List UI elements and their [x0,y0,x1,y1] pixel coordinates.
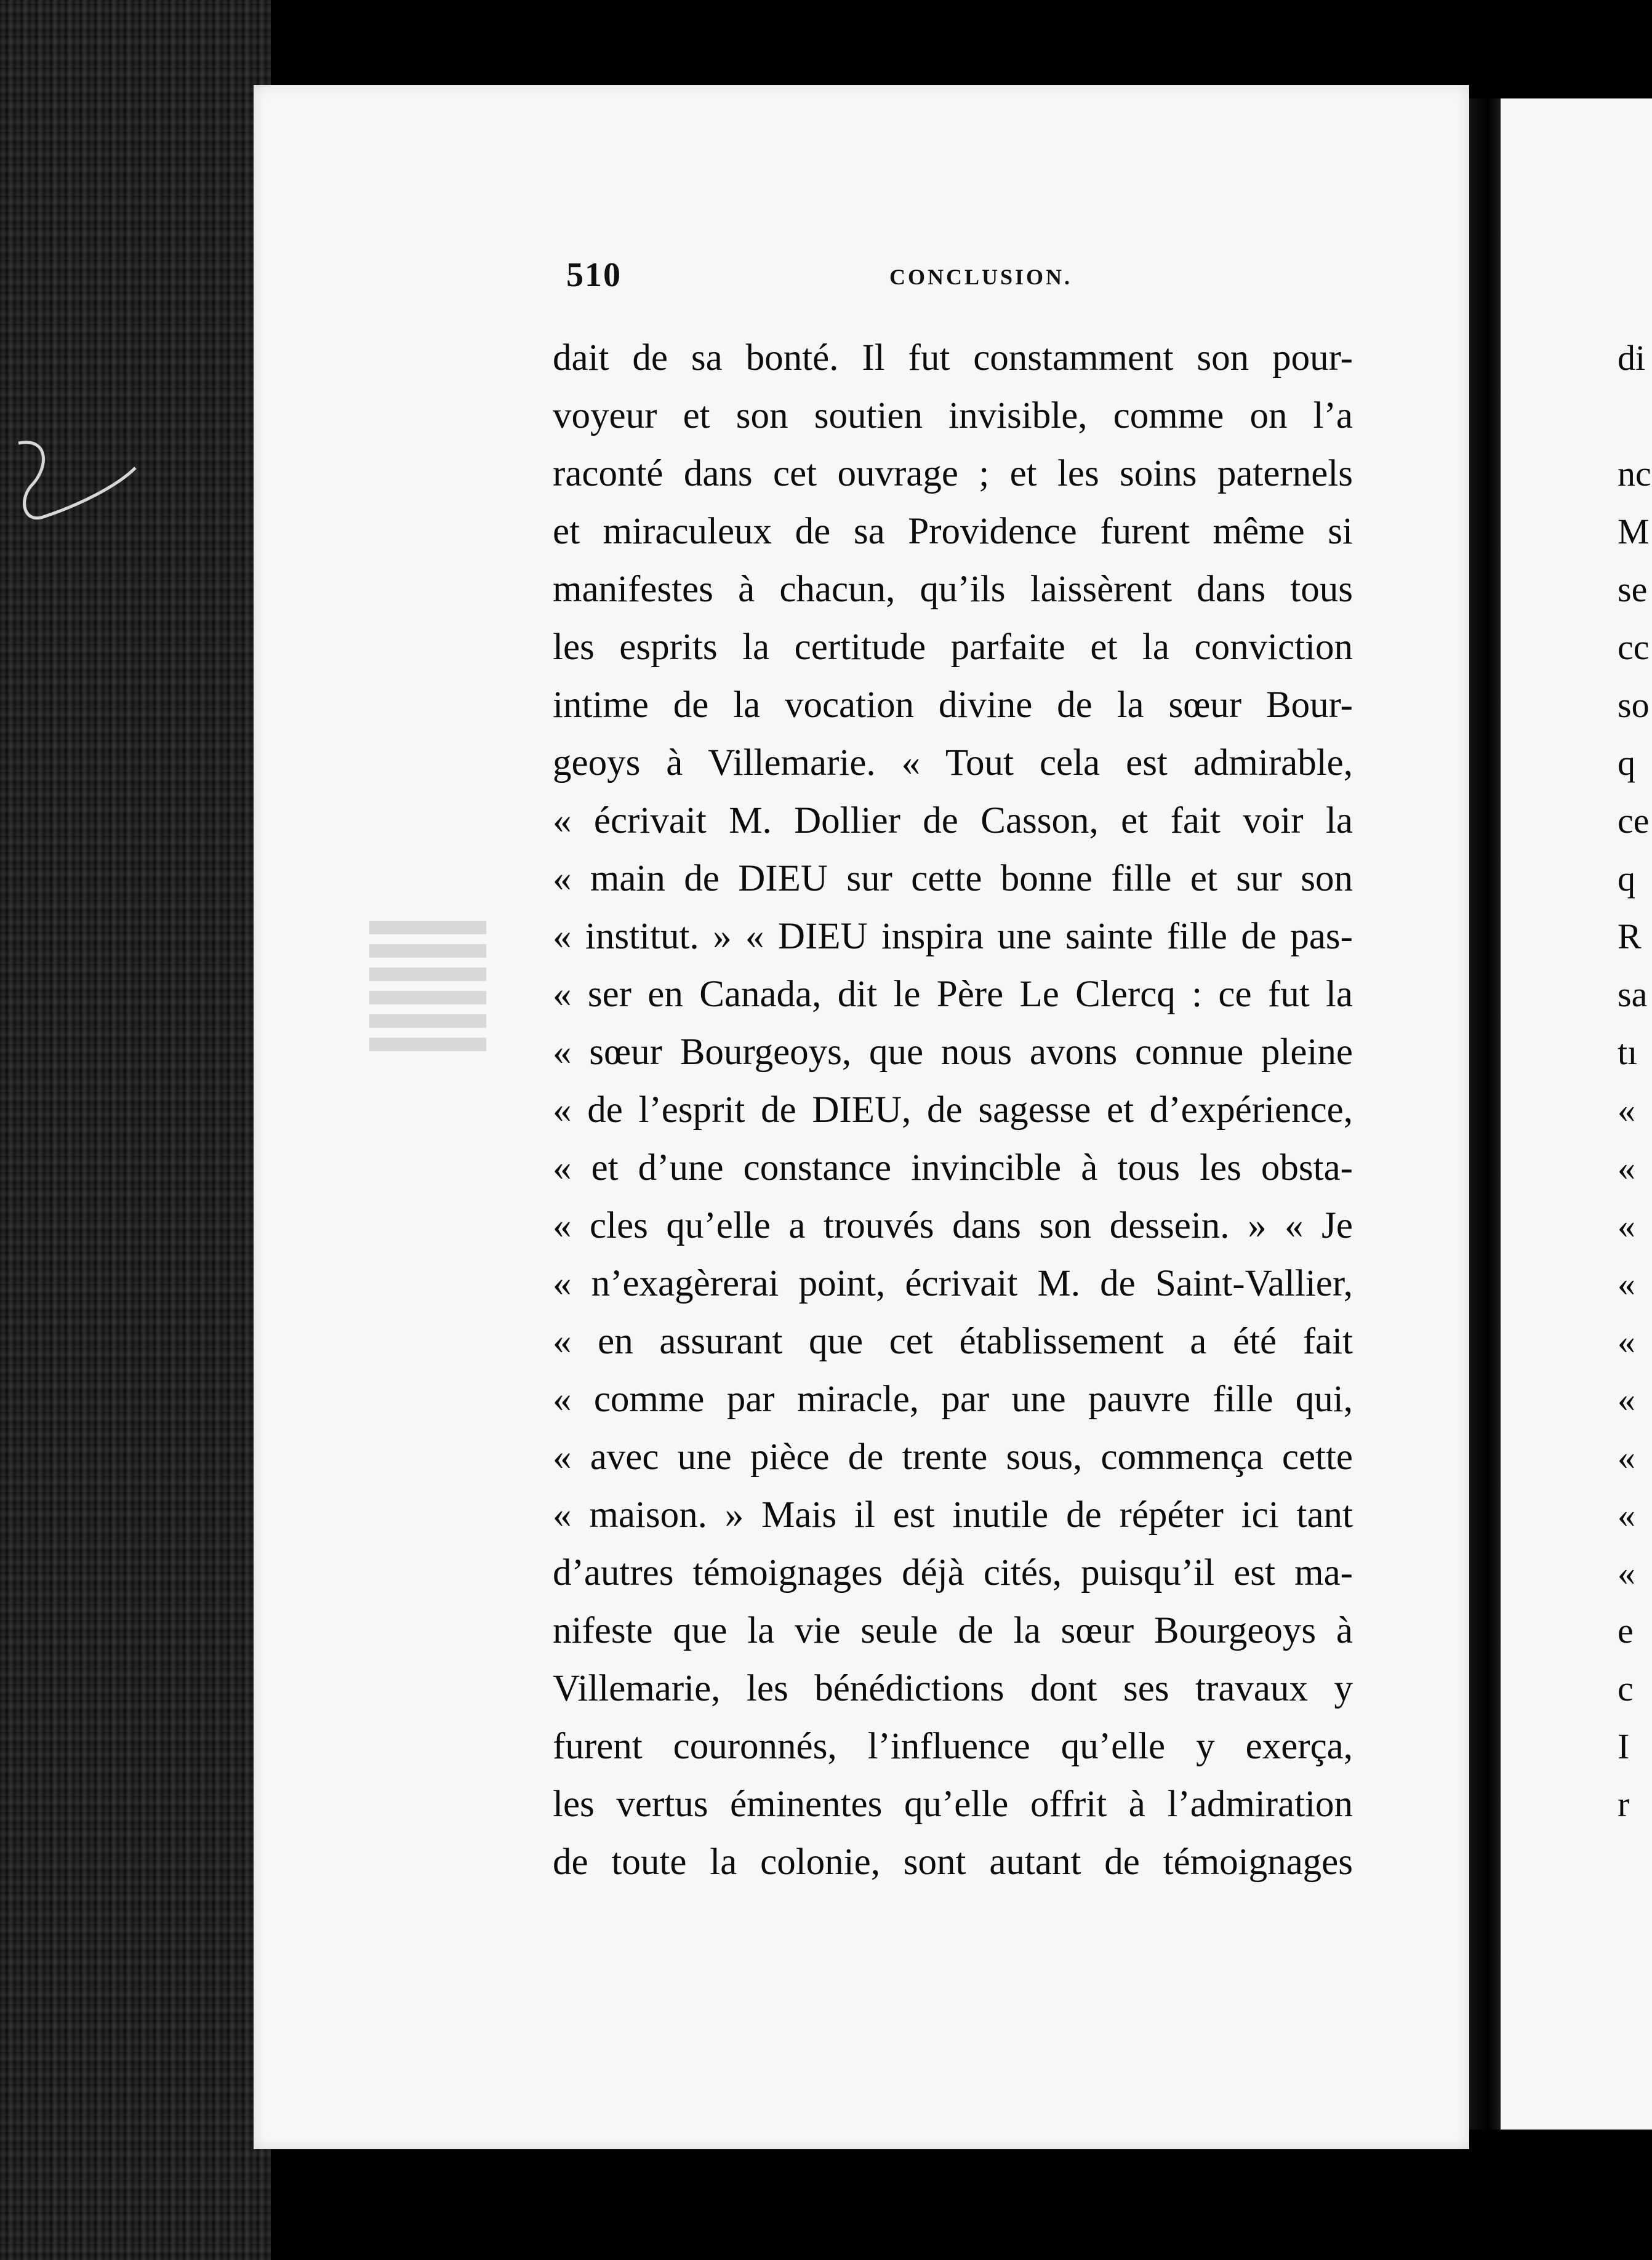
fragment: nc [1618,454,1651,494]
text-line: Villemarie, les bénédictions dont ses travaux y [553,1668,1353,1709]
fragment: q [1618,743,1635,783]
page-number: 510 [566,256,622,294]
fragment: q [1618,859,1635,899]
fragment: so [1618,685,1650,725]
text-line: « et d’une constance invincible à tous les obsta- [553,1147,1353,1188]
fragment: e [1618,1611,1634,1651]
fragment: cc [1618,627,1650,667]
next-page-fragments [1618,329,1652,1833]
text-line: « sœur Bourgeoys, que nous avons connue pleine [553,1032,1353,1073]
faint-margin-note [369,911,486,1096]
text-line: voyeur et son soutien invisible, comme on l’a [553,395,1353,436]
text-line: « cles qu’elle a trouvés dans son dessein. » « Je [553,1205,1353,1246]
text-line: intime de la vocation divine de la sœur Bour- [553,684,1353,726]
fragment: c [1618,1669,1634,1709]
text-line: « institut. » « DIEU inspira une sainte fille de pas- [553,916,1353,957]
text-line: dait de sa bonté. Il fut constamment son pour- [553,337,1353,379]
text-line: « avec une pièce de trente sous, commença cette [553,1437,1353,1478]
text-line: geoys à Villemarie. « Tout cela est admirable, [553,742,1353,783]
text-line: « en assurant que cet établissement a été fait [553,1321,1353,1362]
text-line: et miraculeux de sa Providence furent même si [553,511,1353,552]
text-line: raconté dans cet ouvrage ; et les soins paternels [553,453,1353,494]
body-text [553,329,1353,1891]
fragment: sa [1618,974,1648,1014]
text-line: d’autres témoignages déjà cités, puisqu’il est ma- [553,1552,1353,1593]
text-line: les vertus éminentes qu’elle offrit à l’admiration [553,1784,1353,1825]
page-header [566,255,1490,305]
fragment: di [1618,338,1646,378]
fragment: r [1618,1784,1630,1824]
fragment: « [1618,1090,1635,1130]
fragment: « [1618,1321,1635,1361]
fragment: se [1618,569,1648,609]
fragment: R [1618,916,1642,956]
fragment: « [1618,1379,1635,1419]
fragment: « [1618,1495,1635,1535]
pencil-mark [6,431,142,560]
book-spine-edge [0,0,271,2260]
fragment: « [1618,1148,1635,1188]
running-head: CONCLUSION. [889,265,1073,289]
text-line: les esprits la certitude parfaite et la conviction [553,627,1353,668]
fragment: ce [1618,801,1650,841]
fragment: « [1618,1206,1635,1246]
text-line: « main de DIEU sur cette bonne fille et sur son [553,858,1353,899]
fragment [1618,387,1652,445]
fragment: M [1618,511,1650,551]
text-line: « ser en Canada, dit le Père Le Clercq : ce fut la [553,974,1353,1015]
fragment: « [1618,1264,1635,1304]
text-line: « n’exagèrerai point, écrivait M. de Saint-Vallier, [553,1263,1353,1304]
fragment: « [1618,1553,1635,1593]
text-line: « de l’esprit de DIEU, de sagesse et d’expérience, [553,1089,1353,1131]
text-line: nifeste que la vie seule de la sœur Bourgeoys à [553,1610,1353,1651]
fragment: tı [1618,1032,1638,1072]
text-line: « écrivait M. Dollier de Casson, et fait voir la [553,800,1353,841]
text-line: de toute la colonie, sont autant de témoignages [553,1841,1353,1883]
text-line: « maison. » Mais il est inutile de répéter ici tant [553,1494,1353,1536]
fragment: I [1618,1726,1630,1766]
text-line: « comme par miracle, par une pauvre fille qui, [553,1379,1353,1420]
text-line: manifestes à chacun, qu’ils laissèrent dans tous [553,569,1353,610]
fragment: « [1618,1437,1635,1477]
text-line: furent couronnés, l’influence qu’elle y exerça, [553,1726,1353,1767]
page-gutter [1469,98,1501,2130]
